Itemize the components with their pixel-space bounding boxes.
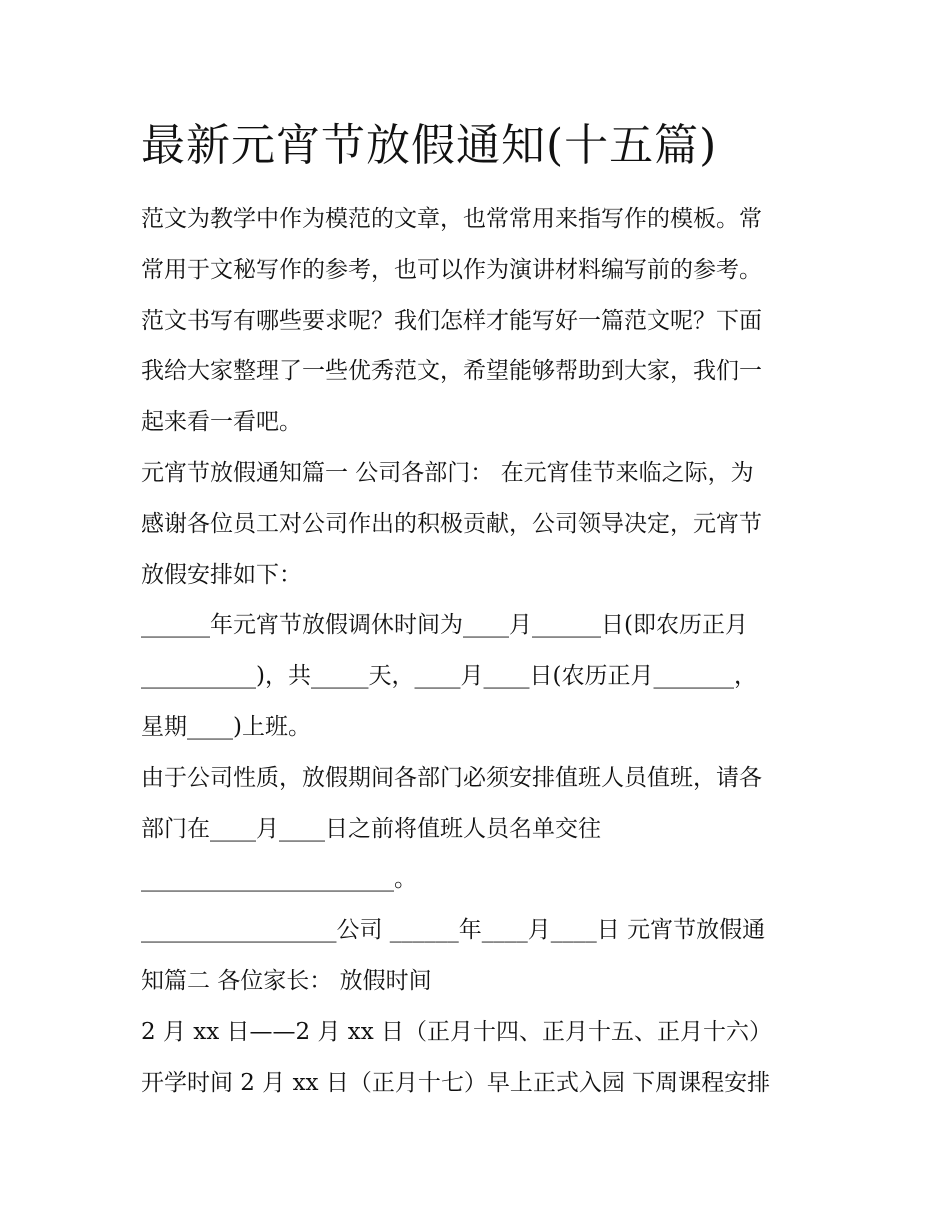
body-line: 我给大家整理了一些优秀范文，希望能够帮助到大家，我们一: [141, 358, 762, 385]
body-line: ______________________。: [141, 866, 417, 893]
body-line: 部门在____月____日之前将值班人员名单交往: [141, 815, 601, 842]
body-line: 知篇二 各位家长： 放假时间: [141, 967, 432, 994]
body-line: 起来看一看吧。: [141, 409, 302, 436]
body-line: 感谢各位员工对公司作出的积极贡献，公司领导决定，元宵节: [141, 510, 762, 537]
body-line: 开学时间 2 月 xx 日（正月十七）早上正式入园 下周课程安排: [141, 1069, 771, 1096]
body-line: 元宵节放假通知篇一 公司各部门： 在元宵佳节来临之际，为: [141, 459, 754, 486]
body-line: 2 月 xx 日——2 月 xx 日（正月十四、正月十五、正月十六）: [141, 1018, 773, 1045]
body-line: ______年元宵节放假调休时间为____月______日(即农历正月: [141, 612, 748, 639]
body-line: 范文书写有哪些要求呢？我们怎样才能写好一篇范文呢？下面: [141, 307, 762, 334]
body-line: __________)，共_____天，____月____日(农历正月_______，: [141, 663, 757, 690]
document-body: [141, 194, 821, 1108]
body-line: 常用于文秘写作的参考，也可以作为演讲材料编写前的参考。: [141, 256, 762, 283]
document-title: 最新元宵节放假通知(十五篇): [141, 120, 718, 171]
body-line: 由于公司性质，放假期间各部门必须安排值班人员值班，请各: [141, 764, 762, 791]
body-line: 范文为教学中作为模范的文章，也常常用来指写作的模板。常: [141, 206, 762, 232]
document-page: [141, 110, 821, 1108]
body-line: 星期____)上班。: [141, 713, 311, 740]
body-line: _________________公司 ______年____月____日 元宵节放假通: [141, 917, 766, 944]
body-line: 放假安排如下：: [141, 561, 302, 588]
